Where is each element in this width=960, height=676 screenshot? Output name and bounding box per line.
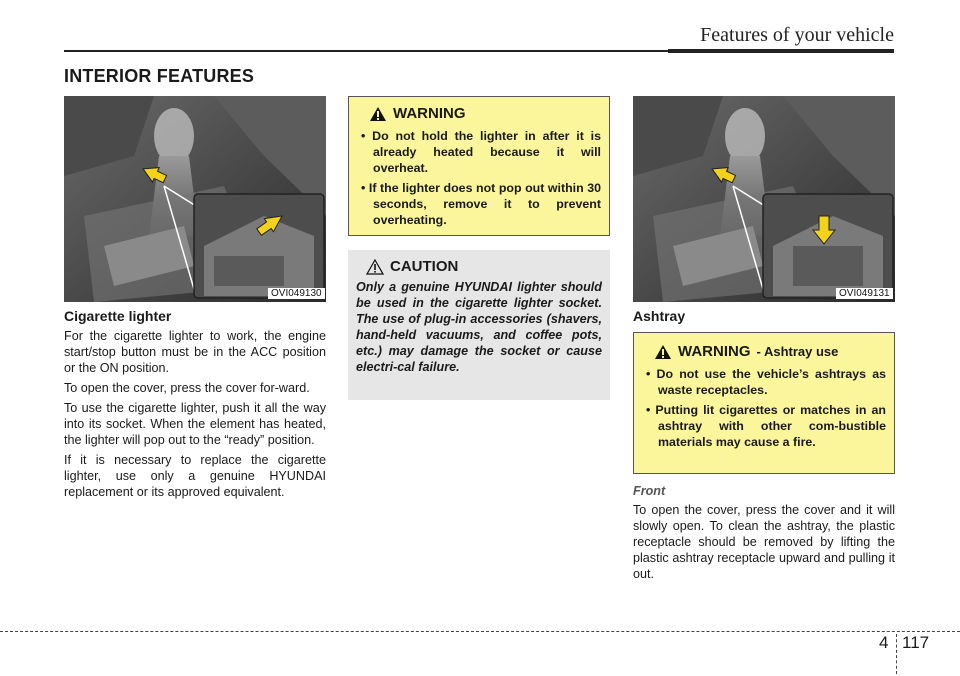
warning-icon	[654, 344, 672, 360]
list-item: • Do not use the vehicle’s ashtrays as waste receptacles.	[646, 367, 886, 397]
warning-heading	[369, 105, 601, 122]
chapter-number: 4	[879, 633, 889, 652]
cigarette-lighter-text	[64, 328, 326, 504]
paragraph: To open the cover, press the cover for-ward.	[64, 381, 310, 395]
list-item: • If the lighter does not pop out within 30 seconds, remove it to prevent overheating.	[361, 181, 601, 227]
cigarette-lighter-photo	[64, 96, 326, 302]
ashtray-title: Ashtray	[633, 308, 686, 324]
warning-heading	[654, 343, 886, 360]
list-item: • Do not hold the lighter in after it is already heated because it will overheat.	[361, 129, 601, 175]
warning-list	[357, 128, 601, 228]
header-rule-thick	[668, 49, 894, 53]
warning-subheading: - Ashtray use	[756, 344, 839, 359]
page-number: 117	[902, 633, 930, 652]
warning-label: WARNING	[678, 343, 751, 360]
cigarette-lighter-title: Cigarette lighter	[64, 308, 172, 324]
photo-code: OVI049130	[268, 288, 325, 299]
photo-code: OVI049131	[836, 288, 893, 299]
warning-list	[642, 366, 886, 450]
caution-heading	[366, 258, 602, 275]
caution-label: CAUTION	[390, 258, 459, 275]
warning-icon	[369, 106, 387, 122]
paragraph: If it is necessary to replace the cigarette lighter, use only a genuine HYUNDAI replacement or its approved equivalent.	[64, 453, 326, 499]
front-subheading: Front	[633, 484, 666, 498]
ashtray-text: To open the cover, press the cover and it will slowly open. To clean the ashtray, the plastic receptacle should be removed by lifting the plastic ashtray receptacle upward and pulling it out.	[633, 503, 895, 581]
ashtray-warning-box	[633, 332, 895, 474]
section-title: INTERIOR FEATURES	[64, 66, 255, 86]
footer-rule	[0, 631, 960, 632]
caution-icon	[366, 259, 384, 275]
paragraph: For the cigarette lighter to work, the engine start/stop button must be in the ACC position or the ON position.	[64, 329, 326, 375]
warning-label: WARNING	[393, 105, 466, 122]
lighter-caution-box	[348, 250, 610, 400]
list-item: • Putting lit cigarettes or matches in an ashtray with other com-bustible materials may cause a fire.	[646, 403, 886, 449]
ashtray-photo	[633, 96, 895, 302]
caution-text: Only a genuine HYUNDAI lighter should be used in the cigarette lighter socket. The use of plug-in accessories (shavers, hand-held vacuums, and coffee pots, etc.) may damage the socket or cause electri-cal failure.	[356, 280, 602, 374]
paragraph: To use the cigarette lighter, push it all the way into its socket. When the element has heated, the lighter will pop out to the “ready” position.	[64, 401, 326, 447]
running-header: Features of your vehicle	[700, 24, 894, 46]
lighter-warning-box	[348, 96, 610, 236]
page-separator	[896, 634, 897, 674]
